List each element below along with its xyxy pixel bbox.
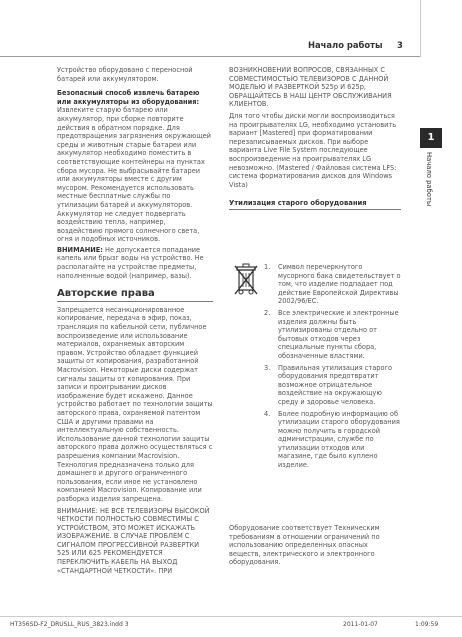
copyright-heading: Авторские права [57, 288, 155, 300]
left-column [57, 66, 213, 575]
battery-subheading: Безопасный способ извлечь батарею или аккумуляторы из оборудования: [57, 89, 200, 106]
crop-rule [0, 616, 462, 617]
list-item: 2. Все электрические и электронные изделия должны быть утилизированы отдельно от бытовых отходов через специальные пункты сбора, обозначенные властями. [264, 308, 399, 360]
header-section-title: Начало работы [308, 40, 383, 50]
right-column [229, 66, 401, 222]
warning-text: Не допускается попадание капель или брызг воды на устройство. Не располагайте на устройстве предметы, наполненные водой (например, вазы). [57, 245, 204, 280]
footer-time: 1:09:59 [415, 621, 439, 628]
warning-label: ВНИМАНИЕ: [57, 245, 103, 254]
battery-intro: Устройство оборудовано с переносной батарей или аккумулятором. [57, 66, 193, 83]
footer-filename: HT356SD-F2_DRUSLL_RUS_3823.indd 3 [10, 621, 129, 628]
disposal-list [264, 263, 401, 473]
chapter-tab-number: 1 [420, 128, 442, 148]
battery-instructions: Извлеките старую батарею или аккумулятор, при сборке повторите действия в обратном порядке. Для предотвращения загрязнения окружающей среды и животным старые батареи или аккумулятор необходимо поместить в соответствующие контейнеры на пунктах сбора мусора. Не выбрасывайте батареи или аккумуляторы вместе с другим мусором. Рекомендуется использовать местные бесплатные службы по утилизации батарей и аккумуляторов. Аккумулятор не следует подвергать воздействию тепла, например, воздействию прямого солнечного света, огня и подобных источников. [57, 106, 211, 244]
disposal-rule [229, 209, 401, 210]
chapter-tab-label: Начало работы [425, 152, 433, 207]
copyright-rule [57, 301, 213, 302]
list-item: 4. Более подробную информацию об утилизации старого оборудования можно получить в городской администрации, службе по утилизации отходов или магазине, где было куплено изделие. [264, 409, 400, 470]
caps-warning-continued: ВОЗНИКНОВЕНИИ ВОПРОСОВ, СВЯЗАННЫХ С СОВМЕСТИМОСТЬЮ ТЕЛЕВИЗОРОВ С ДАННОЙ МОДЕЛЬЮ И РАЗВЕРТКОЙ 525p И 625p, ОБРАЩАЙТЕСЬ В НАШ ЦЕНТР ОБСЛУЖИВАНИЯ КЛИЕНТОВ. [229, 66, 392, 109]
header-divider [420, 0, 421, 57]
compliance-note: Оборудование соответствует Техническим требованиям в отношении ограничений по использованию определенных опасных веществ, электрического и электронного оборудования. [229, 524, 380, 567]
caps-warning: ВНИМАНИЕ: НЕ ВСЕ ТЕЛЕВИЗОРЫ ВЫСОКОЙ ЧЕТКОСТИ ПОЛНОСТЬЮ СОВМЕСТИМЫ С УСТРОЙСТВОМ, ЭТО МОЖЕТ ИСКАЖАТЬ ИЗОБРАЖЕНИЕ. В СЛУЧАЕ ПРОБЛЕМ С СИГНАЛОМ ПРОГРЕССИВНОЙ РАЗВЕРТКИ 525 ИЛИ 625 РЕКОМЕНДУЕТСЯ ПЕРЕКЛЮЧИТЬ КАБЕЛЬ НА ВЫХОД «СТАНДАРТНОЙ ЧЕТКОСТИ». ПРИ [57, 506, 210, 575]
warning-paragraph [57, 246, 213, 280]
page-header [0, 0, 462, 55]
disposal-heading: Утилизация старого оборудования [229, 199, 367, 208]
list-item: 3. Правильная утилизация старого оборудования предотвратит возможное отрицательное воздействие на окружающую среду и здоровье человека. [264, 363, 393, 406]
format-note: Для того чтобы диски могли воспроизводиться на проигрывателях LG, необходимо установить вариант [Mastered] при форматировании перезаписываемых дисков. При выборе варианта Live File System последующее воспроизведение на проигрывателях LG невозможно. (Mastered / Файловая система LFS: система форматирования дисков для Windows Vista) [229, 111, 397, 189]
header-rule [0, 56, 420, 57]
crossed-bin-icon [233, 263, 259, 297]
footer-date: 2011-01-07 [343, 621, 378, 628]
page-number: 3 [397, 40, 403, 50]
copyright-text: Запрещается несанкционированное копирование, передача в эфир, показ, трансляция по кабельной сети, публичное воспроизведение или использование материалов, охраняемых авторским правом. Устройство обладает функцией защиты от копирования, разработанной Macrovision. Некоторые диски содержат сигналы защиты от копирования. При записи и проигрывании дисков изображение будет искажено. Данное устройство работает по технологии защиты авторского права, охраняемой патентом США и другими правами на интеллектуальную собственность. Использование данной технологии защиты авторского права должно осуществляться с разрешения компании Macrovision. Технология предназначена только для домашнего и другого ограниченного пользования, если иное не установлено компанией Macrovision. Копирование или разборка изделия запрещена. [57, 305, 213, 503]
list-item: 1. Символ перечеркнутого мусорного бака свидетельствует о том, что изделие подпадает под действие Европейской Директивы 2002/96/EC. [264, 263, 401, 306]
